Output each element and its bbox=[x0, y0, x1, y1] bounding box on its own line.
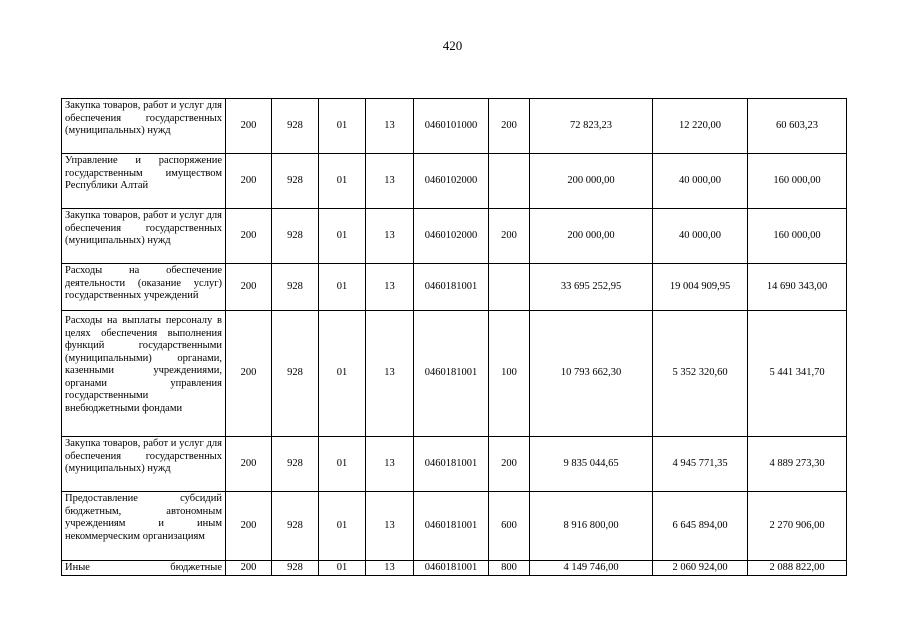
row-code-4: 13 bbox=[366, 154, 414, 209]
row-code-1: 200 bbox=[226, 437, 272, 492]
table-row bbox=[62, 561, 847, 576]
row-code-1: 200 bbox=[226, 561, 272, 576]
row-code-5: 0460181001 bbox=[414, 437, 489, 492]
row-name: Предоставление субсидий бюджетным, автономным учреждениям и иным некоммерческим организациям bbox=[62, 492, 226, 561]
row-value-1: 10 793 662,30 bbox=[530, 311, 653, 437]
row-code-1: 200 bbox=[226, 154, 272, 209]
row-code-3: 01 bbox=[319, 99, 366, 154]
row-value-1: 4 149 746,00 bbox=[530, 561, 653, 576]
row-code-4: 13 bbox=[366, 492, 414, 561]
row-value-2: 19 004 909,95 bbox=[653, 264, 748, 311]
table-row bbox=[62, 99, 847, 154]
row-value-3: 5 441 341,70 bbox=[748, 311, 847, 437]
row-code-2: 928 bbox=[272, 264, 319, 311]
row-code-5: 0460181001 bbox=[414, 264, 489, 311]
row-code-3: 01 bbox=[319, 492, 366, 561]
row-code-4: 13 bbox=[366, 209, 414, 264]
row-value-2: 6 645 894,00 bbox=[653, 492, 748, 561]
table-row bbox=[62, 154, 847, 209]
row-code-6: 200 bbox=[489, 209, 530, 264]
table-row bbox=[62, 311, 847, 437]
row-code-4: 13 bbox=[366, 437, 414, 492]
row-code-6 bbox=[489, 154, 530, 209]
row-name: Иные бюджетные bbox=[62, 561, 226, 576]
budget-table bbox=[61, 98, 847, 576]
row-name: Закупка товаров, работ и услуг для обеспечения государственных (муниципальных) нужд bbox=[62, 437, 226, 492]
row-value-1: 200 000,00 bbox=[530, 209, 653, 264]
row-code-1: 200 bbox=[226, 492, 272, 561]
row-code-2: 928 bbox=[272, 492, 319, 561]
row-value-1: 9 835 044,65 bbox=[530, 437, 653, 492]
row-code-3: 01 bbox=[319, 264, 366, 311]
row-code-3: 01 bbox=[319, 311, 366, 437]
table-row bbox=[62, 492, 847, 561]
row-value-1: 72 823,23 bbox=[530, 99, 653, 154]
row-value-1: 8 916 800,00 bbox=[530, 492, 653, 561]
row-value-2: 12 220,00 bbox=[653, 99, 748, 154]
row-code-6: 800 bbox=[489, 561, 530, 576]
row-code-2: 928 bbox=[272, 99, 319, 154]
row-code-6 bbox=[489, 264, 530, 311]
row-name: Расходы на обеспечение деятельности (оказание услуг) государственных учреждений bbox=[62, 264, 226, 311]
row-name: Управление и распоряжение государственным имуществом Республики Алтай bbox=[62, 154, 226, 209]
row-code-6: 600 bbox=[489, 492, 530, 561]
row-value-3: 160 000,00 bbox=[748, 209, 847, 264]
row-value-3: 60 603,23 bbox=[748, 99, 847, 154]
row-value-3: 2 270 906,00 bbox=[748, 492, 847, 561]
row-code-3: 01 bbox=[319, 561, 366, 576]
row-code-5: 0460181001 bbox=[414, 561, 489, 576]
row-value-2: 40 000,00 bbox=[653, 209, 748, 264]
row-name: Закупка товаров, работ и услуг для обеспечения государственных (муниципальных) нужд bbox=[62, 209, 226, 264]
row-code-1: 200 bbox=[226, 209, 272, 264]
row-code-6: 200 bbox=[489, 437, 530, 492]
row-code-3: 01 bbox=[319, 154, 366, 209]
table-row bbox=[62, 209, 847, 264]
row-code-5: 0460101000 bbox=[414, 99, 489, 154]
table-row bbox=[62, 264, 847, 311]
row-code-5: 0460102000 bbox=[414, 209, 489, 264]
row-code-2: 928 bbox=[272, 209, 319, 264]
row-code-1: 200 bbox=[226, 311, 272, 437]
row-value-3: 160 000,00 bbox=[748, 154, 847, 209]
row-code-3: 01 bbox=[319, 209, 366, 264]
row-value-2: 2 060 924,00 bbox=[653, 561, 748, 576]
row-code-5: 0460181001 bbox=[414, 311, 489, 437]
row-value-3: 2 088 822,00 bbox=[748, 561, 847, 576]
row-value-2: 40 000,00 bbox=[653, 154, 748, 209]
row-code-5: 0460181001 bbox=[414, 492, 489, 561]
row-name: Расходы на выплаты персоналу в целях обеспечения выполнения функций государственными (муниципальными) органами, казенными учреждениями, органами управления государственными внебюджетными фондами bbox=[62, 311, 226, 437]
row-code-2: 928 bbox=[272, 311, 319, 437]
table-row bbox=[62, 437, 847, 492]
row-code-1: 200 bbox=[226, 264, 272, 311]
row-code-5: 0460102000 bbox=[414, 154, 489, 209]
row-code-4: 13 bbox=[366, 264, 414, 311]
row-code-4: 13 bbox=[366, 561, 414, 576]
row-code-6: 200 bbox=[489, 99, 530, 154]
row-code-6: 100 bbox=[489, 311, 530, 437]
row-code-4: 13 bbox=[366, 311, 414, 437]
row-code-2: 928 bbox=[272, 154, 319, 209]
row-code-3: 01 bbox=[319, 437, 366, 492]
row-value-3: 4 889 273,30 bbox=[748, 437, 847, 492]
row-code-2: 928 bbox=[272, 437, 319, 492]
row-code-2: 928 bbox=[272, 561, 319, 576]
page-number: 420 bbox=[442, 38, 463, 53]
row-value-2: 5 352 320,60 bbox=[653, 311, 748, 437]
row-value-1: 33 695 252,95 bbox=[530, 264, 653, 311]
row-value-2: 4 945 771,35 bbox=[653, 437, 748, 492]
row-code-1: 200 bbox=[226, 99, 272, 154]
row-value-3: 14 690 343,00 bbox=[748, 264, 847, 311]
row-code-4: 13 bbox=[366, 99, 414, 154]
row-value-1: 200 000,00 bbox=[530, 154, 653, 209]
row-name: Закупка товаров, работ и услуг для обеспечения государственных (муниципальных) нужд bbox=[62, 99, 226, 154]
